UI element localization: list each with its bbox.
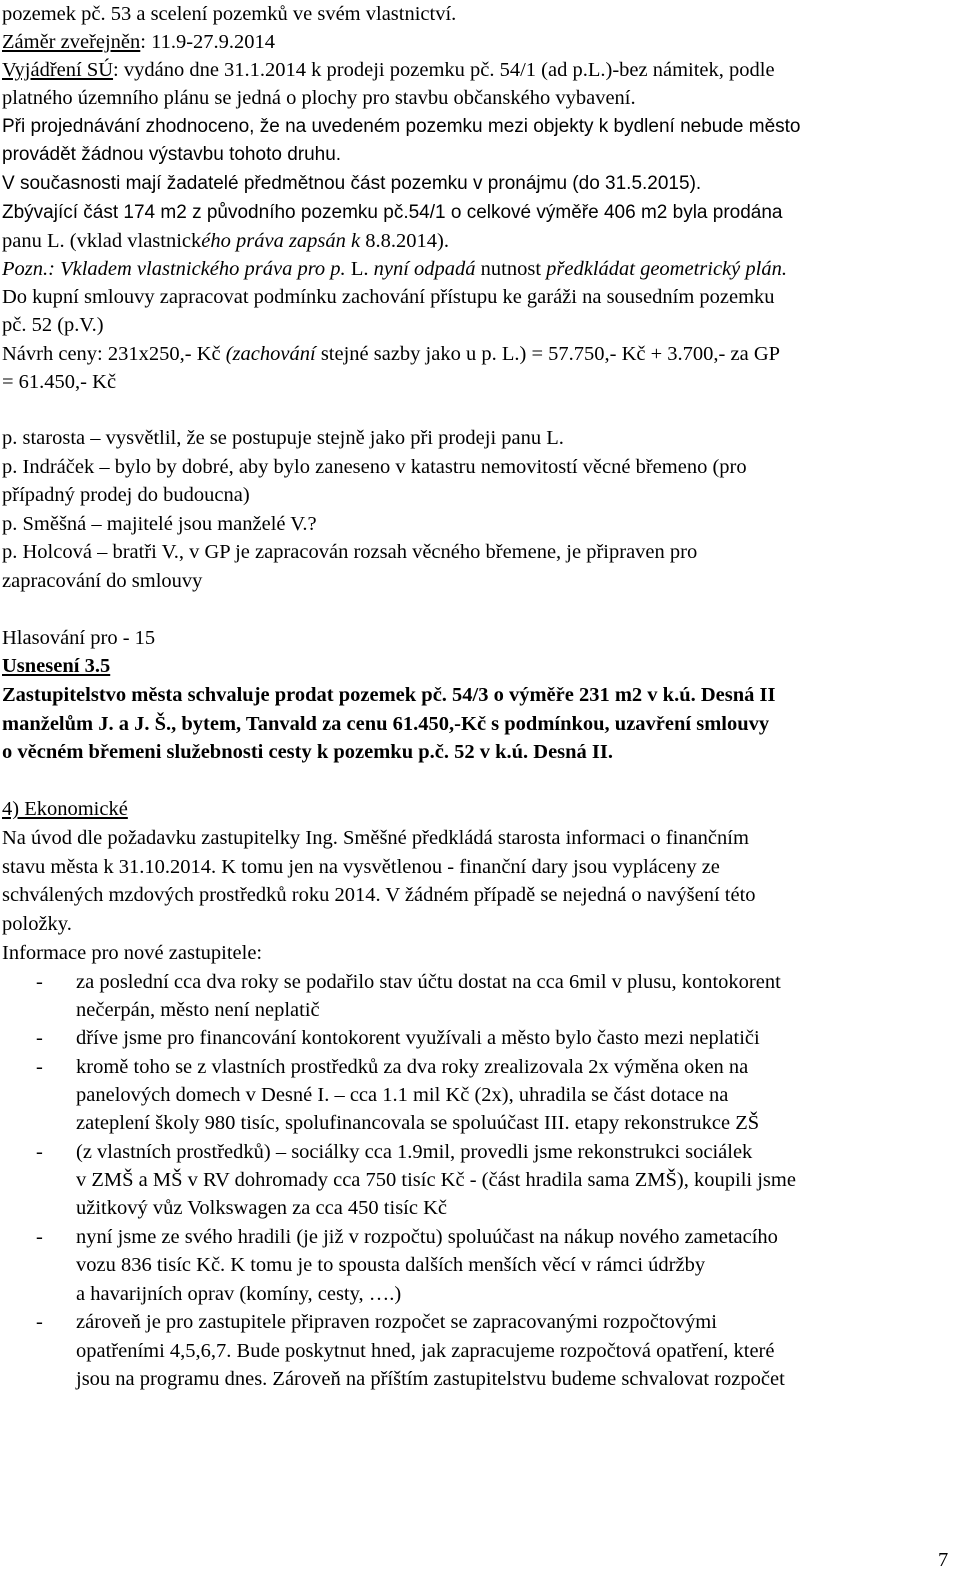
zamer-value: : 11.9-27.9.2014 (140, 31, 276, 53)
text-line: V současnosti mají žadatelé předmětnou část pozemku v pronájmu (do 31.5.2015). (2, 173, 702, 194)
pozn-a: Pozn. (2, 258, 49, 280)
vyjadreni-label: Vyjádření SÚ (2, 59, 114, 81)
discussion-line: p. Směšná – majitelé jsou manželé V.? (2, 513, 317, 535)
discussion-line: p. starosta – vysvětlil, že se postupuje stejně jako při prodeji panu L. (2, 427, 564, 449)
list-item-line: zároveň je pro zastupitele připraven rozpočet se zapracovanými rozpočtovými (76, 1311, 717, 1333)
list-item-line: zateplení školy 980 tisíc, spolufinancovala se spoluúčast III. etapy rekonstrukce ZŠ (76, 1112, 760, 1134)
list-dash: - (36, 1141, 43, 1163)
list-dash: - (36, 1027, 43, 1049)
pozn-c: L. (350, 258, 374, 280)
list-dash: - (36, 1311, 43, 1333)
zamer-label: Záměr zveřejněn (2, 31, 141, 53)
resolution-line: manželům J. a J. Š., bytem, Tanvald za cenu 61.450,-Kč s podmínkou, uzavření smlouvy (2, 713, 770, 735)
list-item-line: za poslední cca dva roky se podařilo stav účtu dostat na cca 6mil v plusu, kontokorent (76, 971, 781, 993)
resolution-line: Zastupitelstvo města schvaluje prodat pozemek pč. 54/3 o výměře 231 m2 v k.ú. Desná II (2, 684, 776, 706)
section-heading: 4) Ekonomické (2, 798, 128, 820)
list-item-line: nyní jsme ze svého hradili (je již v rozpočtu) spoluúčast na nákup nového zametacího (76, 1226, 778, 1248)
discussion-line: p. Indráček – bylo by dobré, aby bylo zaneseno v katastru nemovitostí věcné břemeno (pro (2, 456, 747, 478)
discussion-line: zapracování do smlouvy (2, 570, 203, 592)
section-line: schválených mzdových prostředků roku 2014. V žádném případě se nejedná o navýšení této (2, 884, 756, 906)
text-line: = 61.450,- Kč (2, 371, 117, 393)
list-item-line: jsou na programu dnes. Zároveň na příštím zastupitelstvu budeme schvalovat rozpočet (76, 1368, 785, 1390)
text-line: Zbývající část 174 m2 z původního pozemku pč.54/1 o celkové výměře 406 m2 byla prodána (2, 202, 783, 223)
list-item-line: a havarijních oprav (komíny, cesty, ….) (76, 1283, 402, 1305)
section-line: Informace pro nové zastupitele: (2, 942, 263, 964)
text-line: pozemek pč. 53 a scelení pozemků ve svém vlastnictví. (2, 3, 457, 25)
list-item-line: užitkový vůz Volkswagen za cca 450 tisíc Kč (76, 1197, 447, 1219)
zamer-line (2, 28, 275, 56)
list-dash: - (36, 971, 43, 993)
pozn-b: : Vkladem vlastnického práva pro p. (48, 258, 351, 280)
list-item-line: dříve jsme pro financování kontokorent využívali a město bylo často mezi neplatiči (76, 1027, 760, 1049)
pozn-line (2, 255, 787, 283)
list-item-line: panelových domech v Desné I. – cca 1.1 mil Kč (2x), uhradila se část dotace na (76, 1084, 729, 1106)
discussion-line: p. Holcová – bratři V., v GP je zapracován rozsah věcného břemene, je připraven pro (2, 541, 698, 563)
list-dash: - (36, 1226, 43, 1248)
discussion-line: případný prodej do budoucna) (2, 484, 250, 506)
section-line: stavu města k 31.10.2014. K tomu jen na vysvětlenou - finanční dary jsou vypláceny ze (2, 856, 720, 878)
resolution-line: o věcném břemeni služebnosti cesty k pozemku p.č. 52 v k.ú. Desná II. (2, 741, 614, 763)
page-number: 7 (938, 1549, 949, 1571)
navrh-a: Návrh ceny: 231x250,- Kč (2, 343, 226, 365)
panu-line (2, 227, 449, 255)
text-line: Při projednávání zhodnoceno, že na uvedeném pozemku mezi objekty k bydlení nebude město (2, 116, 801, 137)
resolution-title: Usnesení 3.5 (2, 655, 111, 677)
vyjadreni-value: : vydáno dne 31.1.2014 k prodeji pozemku pč. 54/1 (ad p.L.)-bez námitek, podle (113, 59, 775, 81)
section-line: položky. (2, 913, 72, 935)
list-item-line: vozu 836 tisíc Kč. K tomu je to spousta dalších menších věcí v rámci údržby (76, 1254, 706, 1276)
text-line: Do kupní smlouvy zapracovat podmínku zachování přístupu ke garáži na sousedním pozemku (2, 286, 775, 308)
list-item-line: opatřeními 4,5,6,7. Bude poskytnut hned, jak zapracujeme rozpočtová opatření, které (76, 1340, 775, 1362)
navrh-b: (zachování (225, 343, 316, 365)
list-item-line: v ZMŠ a MŠ v RV dohromady cca 750 tisíc Kč - (část hradila sama ZMŠ), koupili jsme (76, 1169, 796, 1191)
pozn-f: předkládat geometrický plán. (546, 258, 787, 280)
list-dash: - (36, 1056, 43, 1078)
text-line: platného územního plánu se jedná o plochy pro stavbu občanského vybavení. (2, 87, 636, 109)
text-line: pč. 52 (p.V.) (2, 314, 104, 336)
text-line: provádět žádnou výstavbu tohoto druhu. (2, 144, 342, 165)
vyjadreni-line (2, 56, 775, 84)
navrh-c: stejné sazby jako u p. L.) = 57.750,- Kč + 3.700,- za GP (315, 343, 781, 365)
panu-b: ého práva zapsán k (201, 230, 366, 252)
pozn-e: nutnost (475, 258, 547, 280)
list-item-line: kromě toho se z vlastních prostředků za dva roky zrealizovala 2x výměna oken na (76, 1056, 749, 1078)
panu-c: 8.8.2014). (365, 230, 449, 252)
list-item-line: (z vlastních prostředků) – sociálky cca 1.9mil, provedli jsme rekonstrukci sociálek (76, 1141, 753, 1163)
list-item-line: nečerpán, město není neplatič (76, 999, 320, 1021)
pozn-d: nyní odpadá (373, 258, 476, 280)
panu-a: panu L. (vklad vlastnick (2, 230, 202, 252)
navrh-line (2, 340, 780, 368)
section-line: Na úvod dle požadavku zastupitelky Ing. Směšné předkládá starosta informaci o finančním (2, 827, 749, 849)
vote-line: Hlasování pro - 15 (2, 627, 156, 649)
